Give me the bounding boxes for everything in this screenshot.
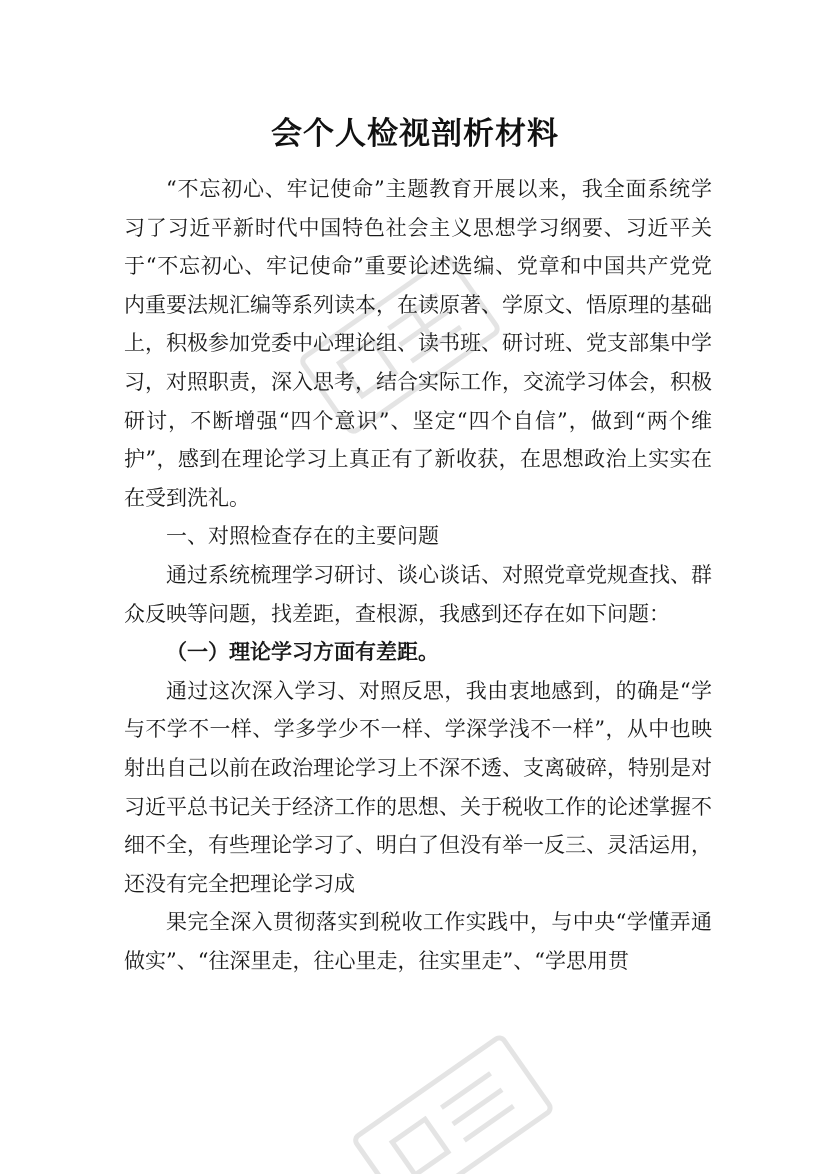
paragraph-intro: “不忘初心、牢记使命”主题教育开展以来，我全面系统学习了习近平新时代中国特色社会主义思想学习纲要、习近平关于“不忘初心、牢记使命”重要论述选编、党章和中国共产党党内重要法规汇编等系列读本，在读原著、学原文、悟原理的基础上，积极参加党委中心理论组、读书班、研讨班、党支部集中学习，对照职责，深入思考，结合实际工作，交流学习体会，积极研讨，不断增强“四个意识”、坚定“四个自信”，做到“两个维护”，感到在理论学习上真正有了新收获，在思想政治上实实在在受到洗礼。 xyxy=(124,177,712,510)
document-body xyxy=(124,170,712,980)
paragraph-continuation: 果完全深入贯彻落实到税收工作实践中，与中央“学懂弄通做实”、“往深里走，往心里走，往实里走”、“学思用贯 xyxy=(124,910,712,973)
watermark-stamp-bottom xyxy=(320,1000,580,1174)
subsection-heading-1: （一）理论学习方面有差距。 xyxy=(166,639,439,665)
section-heading-1: 一、对照检查存在的主要问题 xyxy=(166,524,439,549)
document-title: 会个人检视剖析材料 xyxy=(271,116,559,152)
paragraph-problems-intro: 通过系统梳理学习研讨、谈心谈话、对照党章党规查找、群众反映等问题，找差距，查根源，我感到还存在如下问题： xyxy=(124,562,712,626)
paragraph-theory-study: 通过这次深入学习、对照反思，我由衷地感到，的确是“学与不学不一样、学多学少不一样、学深学浅不一样”，从中也映射出自己以前在政治理论学习上不深不透、支离破碎，特别是对习近平总书记关于经济工作的思想、关于税收工作的论述掌握不细不全，有些理论学习了、明白了但没有举一反三、灵活运用，还没有完全把理论学习成 xyxy=(124,678,712,896)
